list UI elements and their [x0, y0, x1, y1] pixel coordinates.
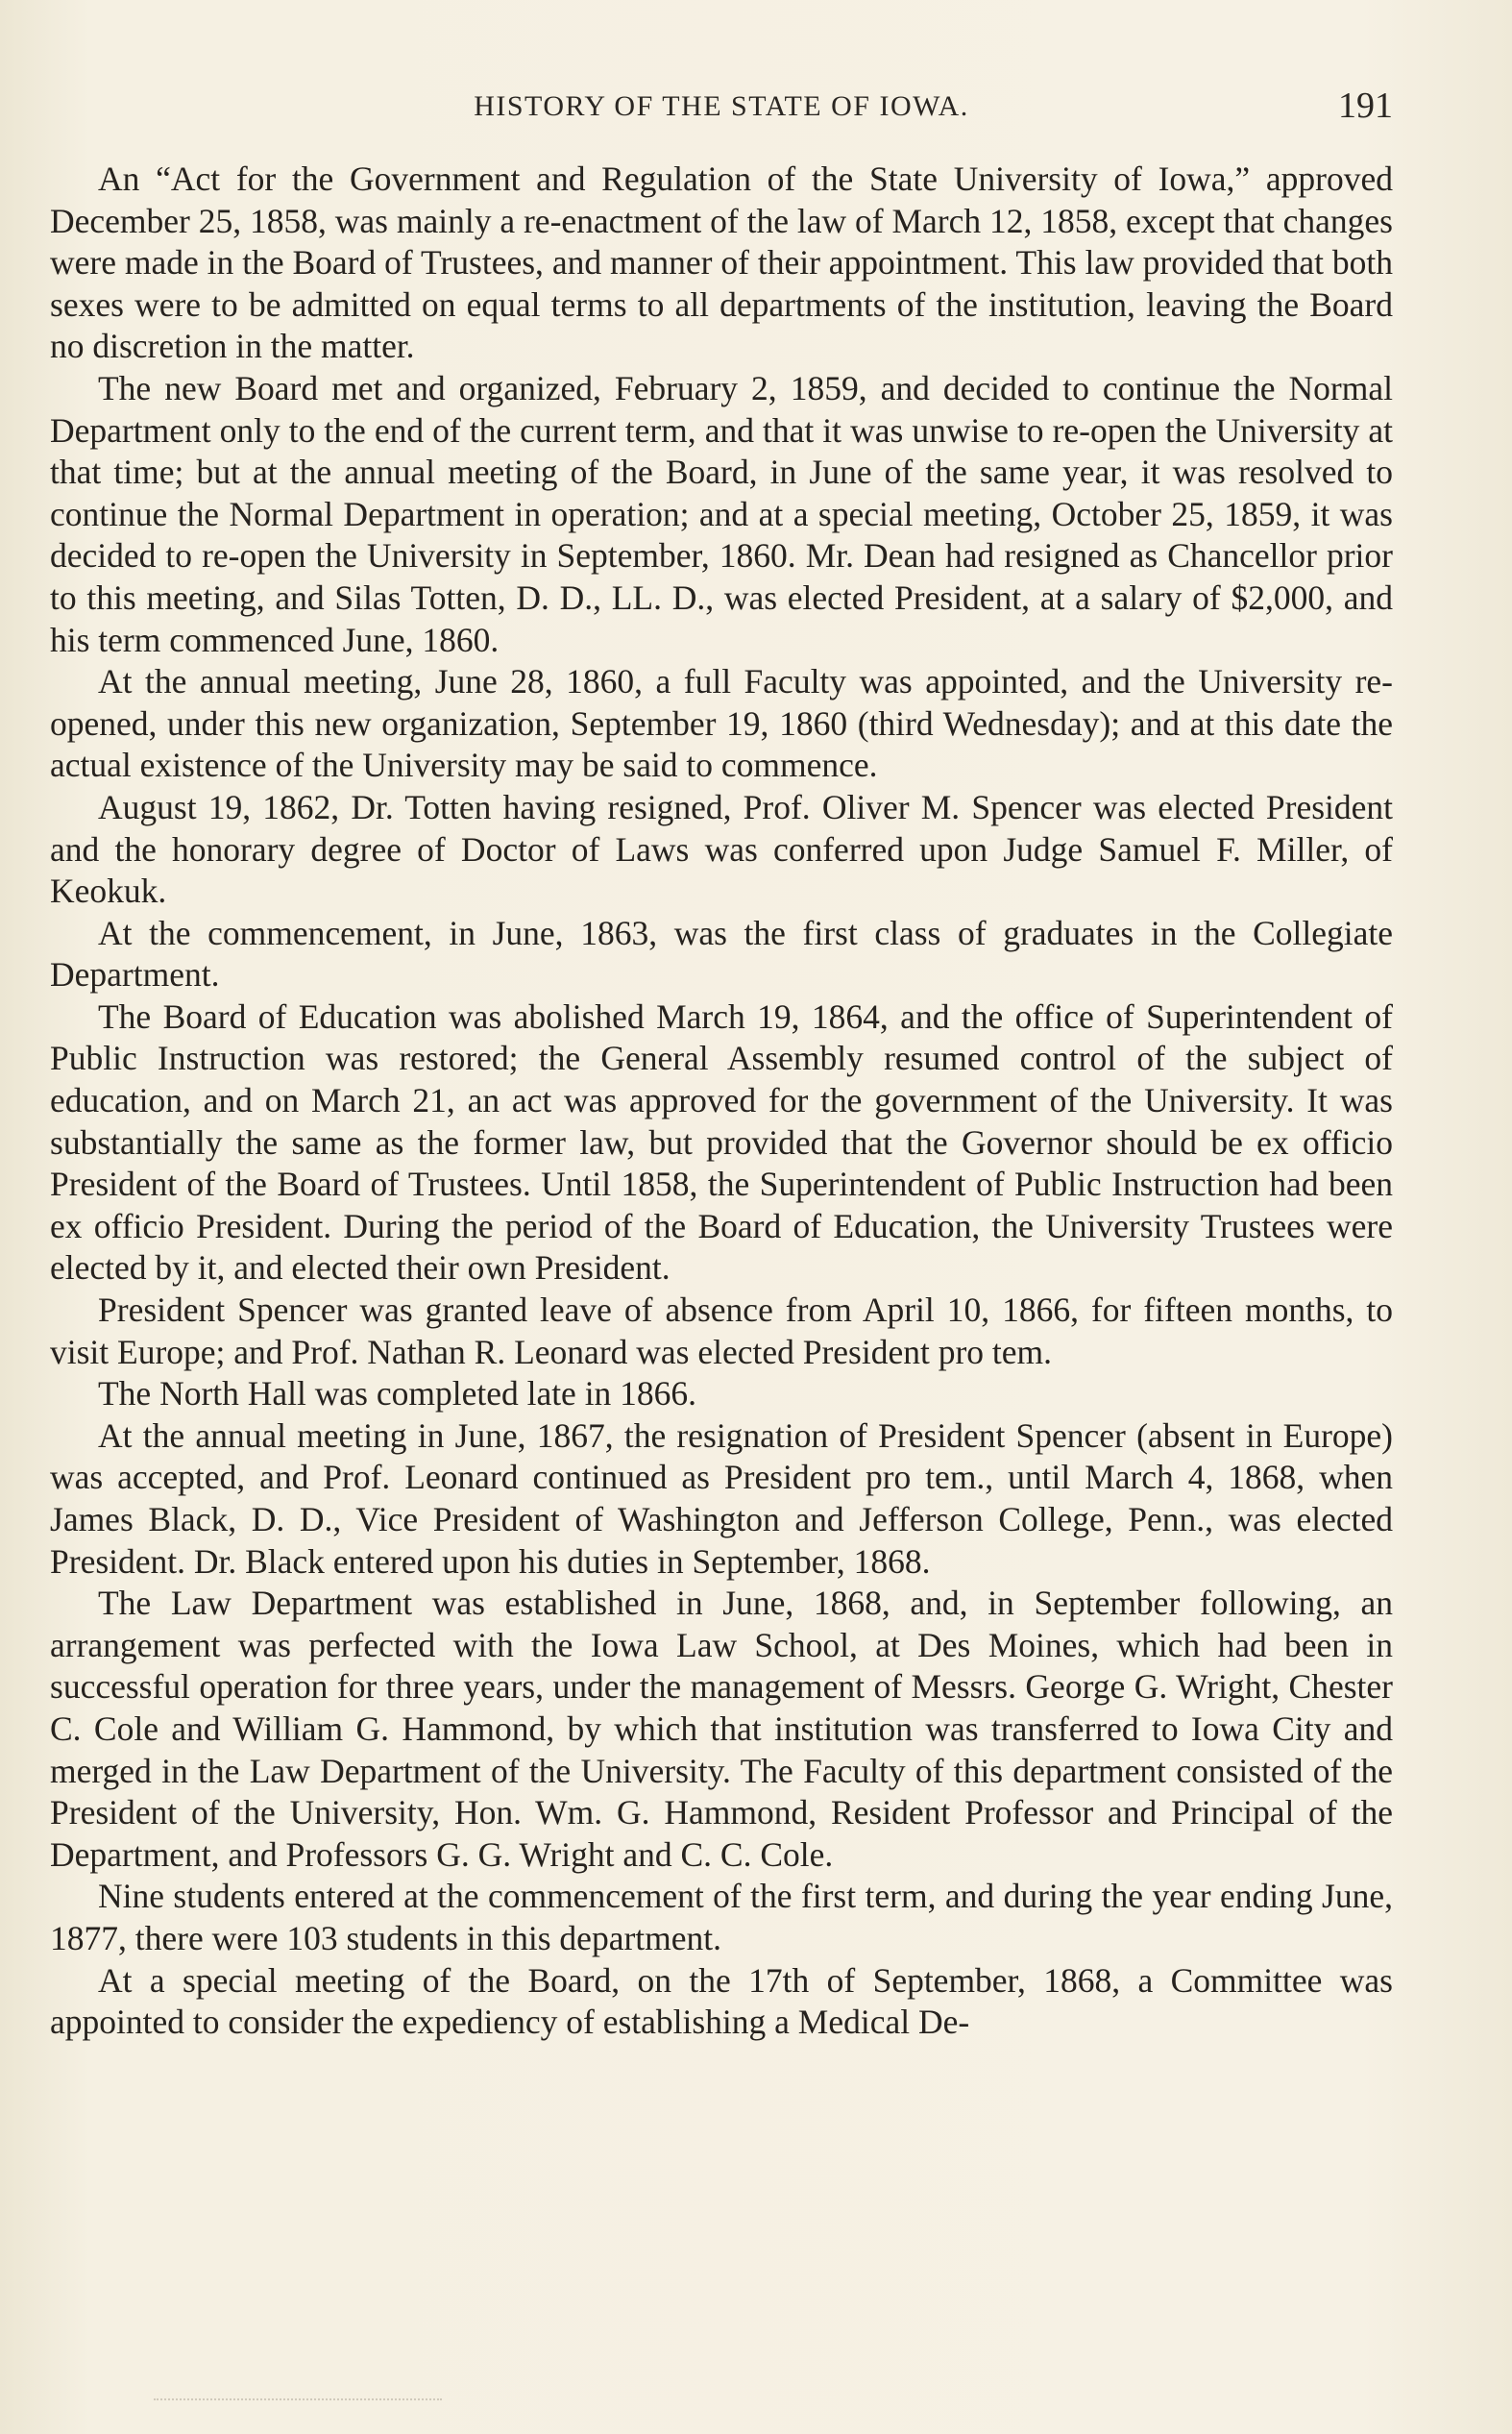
scan-artifact: [154, 2393, 442, 2400]
paragraph-annual-meeting-1860: At the annual meeting, June 28, 1860, a full Faculty was appointed, and the University re-opened, under this new organization, September 19, 1860 (third Wednesday); and at this date the actual existence of the University may be said to commence.: [50, 662, 1393, 785]
running-head: HISTORY OF THE STATE OF IOWA.: [474, 90, 969, 122]
paragraph-first-graduates: At the commencement, in June, 1863, was the first class of graduates in the Collegiate Department.: [50, 913, 1393, 995]
paragraph-nine-students: Nine students entered at the commencement of the first term, and during the year ending June, 1877, there were 103 students in this department.: [50, 1877, 1393, 1957]
page-header: [50, 85, 1393, 133]
body-text: [50, 159, 1393, 2044]
paragraph-medical-committee: At a special meeting of the Board, on the 17th of September, 1868, a Committee was appointed to consider the expediency of establishing a Medical De-: [50, 1960, 1393, 2042]
paragraph-spencer-elected: August 19, 1862, Dr. Totten having resigned, Prof. Oliver M. Spencer was elected President and the honorary degree of Doctor of Laws was conferred upon Judge Samuel F. Miller, of Keokuk.: [50, 787, 1393, 911]
paragraph-act-1858: An “Act for the Government and Regulation of the State University of Iowa,” approved December 25, 1858, was mainly a re-enactment of the law of March 12, 1858, except that changes were made in the Board of Trustees, and manner of their appointment. This law provided that both sexes were to be admitted on equal terms to all departments of the institution, leaving the Board no discretion in the matter.: [50, 160, 1393, 366]
paragraph-law-department: The Law Department was established in June, 1868, and, in September following, an arrangement was perfected with the Iowa Law School, at Des Moines, which had been in successful operation for three years, under the management of Messrs. George G. Wright, Chester C. Cole and William G. Hammond, by which that institution was transferred to Iowa City and merged in the Law Department of the University. The Faculty of this department consisted of the President of the University, Hon. Wm. G. Hammond, Resident Professor and Principal of the Department, and Professors G. G. Wright and C. C. Cole.: [50, 1584, 1393, 1874]
paragraph-leave-of-absence: President Spencer was granted leave of absence from April 10, 1866, for fifteen months, to visit Europe; and Prof. Nathan R. Leonard was elected President pro tem.: [50, 1291, 1393, 1371]
paragraph-new-board-1859: The new Board met and organized, February 2, 1859, and decided to continue the Normal Department only to the end of the current term, and that it was unwise to re-open the University at that time; but at the annual meeting of the Board, in June of the same year, it was resolved to continue the Normal Department in operation; and at a special meeting, October 25, 1859, it was decided to re-open the University in September, 1860. Mr. Dean had resigned as Chancellor prior to this meeting, and Silas Totten, D. D., LL. D., was elected President, at a salary of $2,000, and his term commenced June, 1860.: [50, 368, 1393, 659]
paragraph-black-elected: At the annual meeting in June, 1867, the resignation of President Spencer (absent in Europe) was accepted, and Prof. Leonard continued as President pro tem., until March 4, 1868, when James Black, D. D., Vice President of Washington and Jefferson College, Penn., was elected President. Dr. Black entered upon his duties in September, 1868.: [50, 1415, 1393, 1581]
paragraph-board-abolished: The Board of Education was abolished March 19, 1864, and the office of Superintendent of Public Instruction was restored; the General Assembly resumed control of the subject of education, and on March 21, an act was approved for the government of the University. It was substantially the same as the former law, but provided that the Governor should be ex officio President of the Board of Trustees. Until 1858, the Superintendent of Public Instruction had been ex officio President. During the period of the Board of Education, the University Trustees were elected by it, and elected their own President.: [50, 996, 1393, 1288]
paragraph-north-hall: The North Hall was completed late in 1866.: [98, 1374, 697, 1414]
page-number: 191: [1338, 86, 1393, 126]
